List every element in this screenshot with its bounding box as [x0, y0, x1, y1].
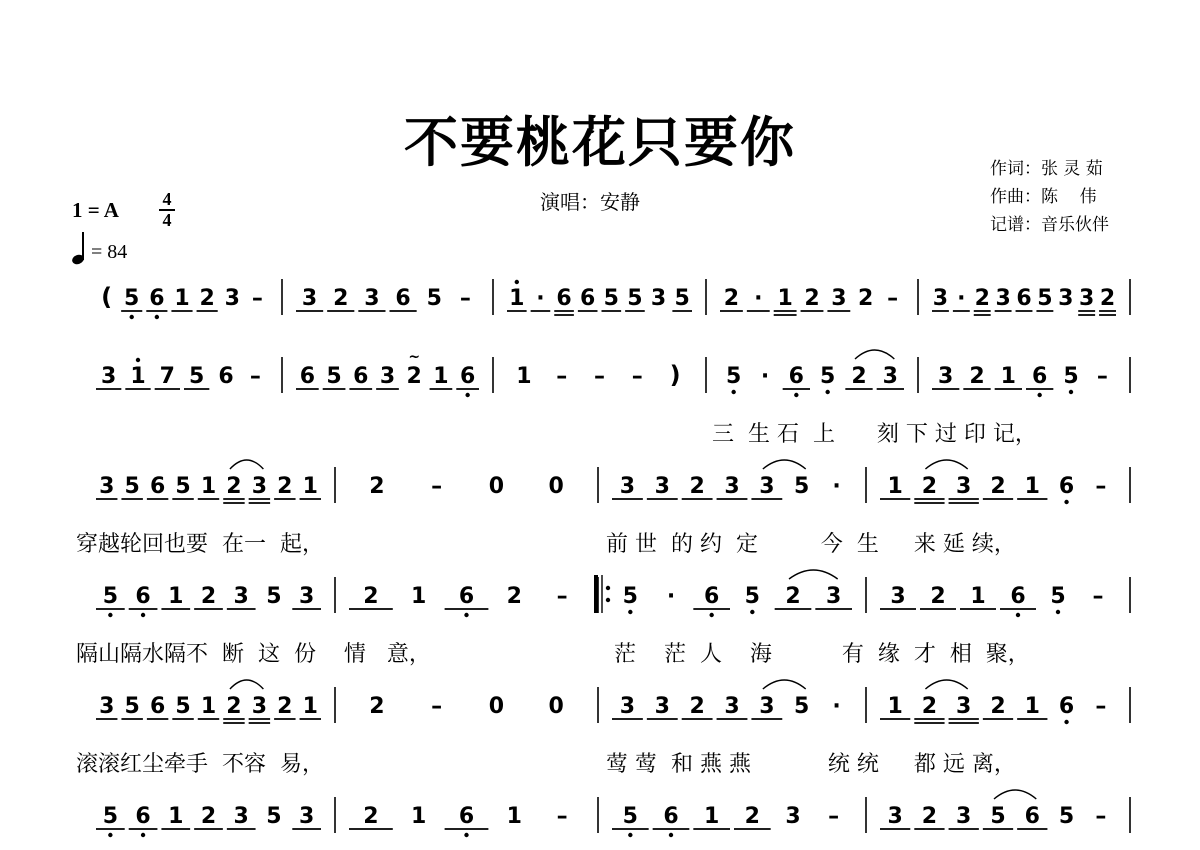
note: 1 [887, 694, 903, 719]
note: 3 [724, 694, 740, 719]
note: 3 [956, 474, 972, 499]
note: 5 [124, 286, 140, 311]
song-title: 不要桃花只要你 [404, 110, 796, 174]
note: 5 [820, 364, 836, 389]
note: – [431, 694, 443, 719]
note: 2 [277, 694, 293, 719]
note: 6 [149, 286, 165, 311]
note: 3 [995, 286, 1011, 311]
lyric-line-4b: 莺 莺 和 燕 燕 统 统 都 远 离， [606, 752, 1016, 777]
note: 1 [411, 584, 427, 609]
note: 2 [851, 364, 867, 389]
note: 1 [704, 804, 720, 829]
note: 5 [1050, 584, 1066, 609]
note: 1 [411, 804, 427, 829]
note: 3 [101, 364, 117, 389]
note: 6 [1058, 474, 1075, 499]
key-signature: 1 = A [72, 198, 119, 222]
note: 2 [506, 584, 522, 609]
note: 6 [299, 364, 316, 389]
note: 2 [200, 804, 217, 829]
lyric-line-3b: 茫 茫 人 海 有 缘 才 相 聚， [614, 642, 1030, 667]
note: 1 [433, 364, 449, 389]
note: 1 [168, 584, 184, 609]
note: 6 [395, 286, 411, 311]
note: 5 [102, 584, 119, 609]
singer-credit: 演唱：安静 [540, 190, 640, 214]
note: 1 [1024, 474, 1040, 499]
note: 2 [969, 364, 985, 389]
note: 2 [1099, 286, 1116, 311]
note: 3 [99, 694, 115, 719]
note: 5 [266, 584, 282, 609]
note: 6 [149, 474, 166, 499]
note: 6 [1058, 694, 1075, 719]
note: 2 [990, 474, 1006, 499]
note: 1 [1024, 694, 1040, 719]
note: 2 [921, 474, 938, 499]
note: 3 [1079, 286, 1095, 311]
note: 3 [233, 584, 249, 609]
note: 6 [556, 286, 572, 311]
note: 3 [99, 474, 115, 499]
note: 0 [548, 694, 564, 719]
note: 3 [932, 286, 949, 311]
note: 2 [369, 474, 385, 499]
note: 2 [804, 286, 820, 311]
note: 3 [224, 286, 240, 311]
note: 2 [723, 286, 740, 311]
note: 5 [622, 804, 638, 829]
tempo-value: = 84 [91, 241, 128, 263]
note: · [957, 286, 966, 311]
note: 6 [218, 364, 234, 389]
note: 3 [619, 694, 636, 719]
note: 5 [794, 474, 810, 499]
meter-top: 4 [162, 189, 172, 209]
note: 7 [159, 364, 175, 389]
note: 2 [921, 804, 938, 829]
note: 5 [175, 694, 191, 719]
note: 3 [619, 474, 636, 499]
note: 3 [650, 286, 667, 311]
note: 3 [724, 474, 740, 499]
note: – [594, 364, 605, 389]
note: 2 [369, 694, 385, 719]
note: – [556, 804, 568, 829]
note: 5 [622, 584, 638, 609]
lyric-line-1: 三 生 石 上 刻 下 过 印 记， [712, 422, 1037, 447]
note: 5 [124, 474, 140, 499]
note: 5 [603, 286, 619, 311]
note: · [754, 286, 763, 311]
note: 6 [1024, 804, 1040, 829]
note: 2 [744, 804, 760, 829]
note: 3 [251, 474, 268, 499]
note: – [556, 364, 568, 389]
note: 3 [364, 286, 380, 311]
note: 5 [426, 286, 442, 311]
note: 3 [654, 474, 670, 499]
note: 3 [233, 804, 249, 829]
note: 3 [654, 694, 670, 719]
note: 6 [458, 804, 475, 829]
bracket: ( [101, 283, 113, 311]
note: 2 [277, 474, 293, 499]
note: – [251, 286, 263, 311]
note: – [1092, 584, 1104, 609]
note: 3 [938, 364, 954, 389]
note: – [1095, 474, 1107, 499]
note: – [1095, 694, 1107, 719]
note: 5 [627, 286, 643, 311]
lyric-line-2b: 前 世 的 约 定 今 生 来 延 续， [606, 532, 1016, 557]
note: 5 [1037, 286, 1053, 311]
note: · [760, 364, 770, 389]
note: 3 [887, 804, 903, 829]
note: – [431, 474, 443, 499]
note: 2 [785, 584, 801, 609]
note: 6 [1032, 364, 1048, 389]
mordent-icon: ~ [408, 349, 421, 365]
note: 2 [406, 364, 422, 389]
note: 5 [102, 804, 119, 829]
note: 6 [580, 286, 596, 311]
note: 5 [1058, 804, 1075, 829]
composer-credit: 作曲：陈 伟 [990, 187, 1097, 207]
note: 3 [298, 804, 315, 829]
note: · [666, 584, 676, 609]
lyric-line-2a: 穿越轮回也要 在一 起， [76, 532, 324, 557]
note: – [631, 364, 643, 389]
note: 0 [488, 474, 505, 499]
note: 3 [301, 286, 318, 311]
note: 3 [826, 584, 842, 609]
note: 3 [956, 804, 972, 829]
note: 5 [674, 286, 690, 311]
note: 3 [1058, 286, 1074, 311]
lyricist-credit: 作词：张 灵 茹 [990, 159, 1103, 179]
note: 1 [887, 474, 903, 499]
note: 1 [509, 286, 525, 311]
note: 5 [794, 694, 810, 719]
note: – [828, 804, 840, 829]
note: 1 [174, 286, 190, 311]
note: 1 [777, 286, 793, 311]
note: 0 [488, 694, 505, 719]
note: 3 [379, 364, 396, 389]
note: 3 [890, 584, 906, 609]
note: 5 [990, 804, 1006, 829]
note: 1 [168, 804, 184, 829]
note: 3 [251, 694, 268, 719]
note: 1 [302, 474, 318, 499]
note: 1 [516, 364, 532, 389]
note: 6 [1010, 584, 1026, 609]
note: 6 [704, 584, 720, 609]
note: 5 [744, 584, 760, 609]
note: 5 [326, 364, 342, 389]
note: 2 [226, 474, 242, 499]
note: – [1095, 804, 1107, 829]
note: – [556, 584, 568, 609]
transcriber-credit: 记谱：音乐伙伴 [990, 215, 1109, 235]
note: 6 [1016, 286, 1032, 311]
note: 5 [124, 694, 140, 719]
note: 6 [788, 364, 804, 389]
note: 2 [930, 584, 946, 609]
note: 3 [759, 694, 775, 719]
note: 3 [759, 474, 775, 499]
meter-bottom: 4 [162, 210, 172, 230]
note: 1 [130, 364, 146, 389]
note: 0 [548, 474, 564, 499]
note: 1 [200, 694, 217, 719]
note: 2 [689, 694, 705, 719]
note: 5 [266, 804, 282, 829]
note: 1 [1000, 364, 1016, 389]
note: – [1096, 364, 1108, 389]
note: 2 [363, 584, 379, 609]
note: 2 [199, 286, 215, 311]
lyric-line-3a: 隔山隔水隔不 断 这 份 情 意， [76, 642, 431, 667]
note: 2 [974, 286, 990, 311]
note: · [832, 474, 841, 499]
note: 6 [663, 804, 679, 829]
bracket: ) [669, 361, 681, 389]
lyric-line-4a: 滚滚红尘牵手 不容 易， [76, 752, 324, 777]
note: 3 [882, 364, 898, 389]
note: 5 [1063, 364, 1079, 389]
note: 3 [298, 584, 315, 609]
note: 6 [353, 364, 369, 389]
note: 6 [135, 804, 151, 829]
note: 2 [921, 694, 938, 719]
note: – [887, 286, 899, 311]
note: 2 [858, 286, 874, 311]
note: 2 [200, 584, 217, 609]
note: 6 [458, 584, 475, 609]
note: 6 [149, 694, 166, 719]
note: 1 [506, 804, 522, 829]
note: – [249, 364, 261, 389]
note: 5 [189, 364, 205, 389]
note: 2 [333, 286, 349, 311]
note: 6 [459, 364, 476, 389]
note: · [832, 694, 841, 719]
note: 2 [689, 474, 705, 499]
note: 5 [726, 364, 742, 389]
note: 6 [135, 584, 151, 609]
note: 3 [956, 694, 972, 719]
note: 3 [831, 286, 847, 311]
note: 2 [990, 694, 1006, 719]
note: · [536, 286, 545, 311]
note: 3 [785, 804, 801, 829]
note: 1 [970, 584, 986, 609]
note: 5 [175, 474, 191, 499]
note: 1 [302, 694, 318, 719]
note: 1 [200, 474, 217, 499]
note: – [459, 286, 471, 311]
note: 2 [226, 694, 242, 719]
note: 2 [363, 804, 379, 829]
